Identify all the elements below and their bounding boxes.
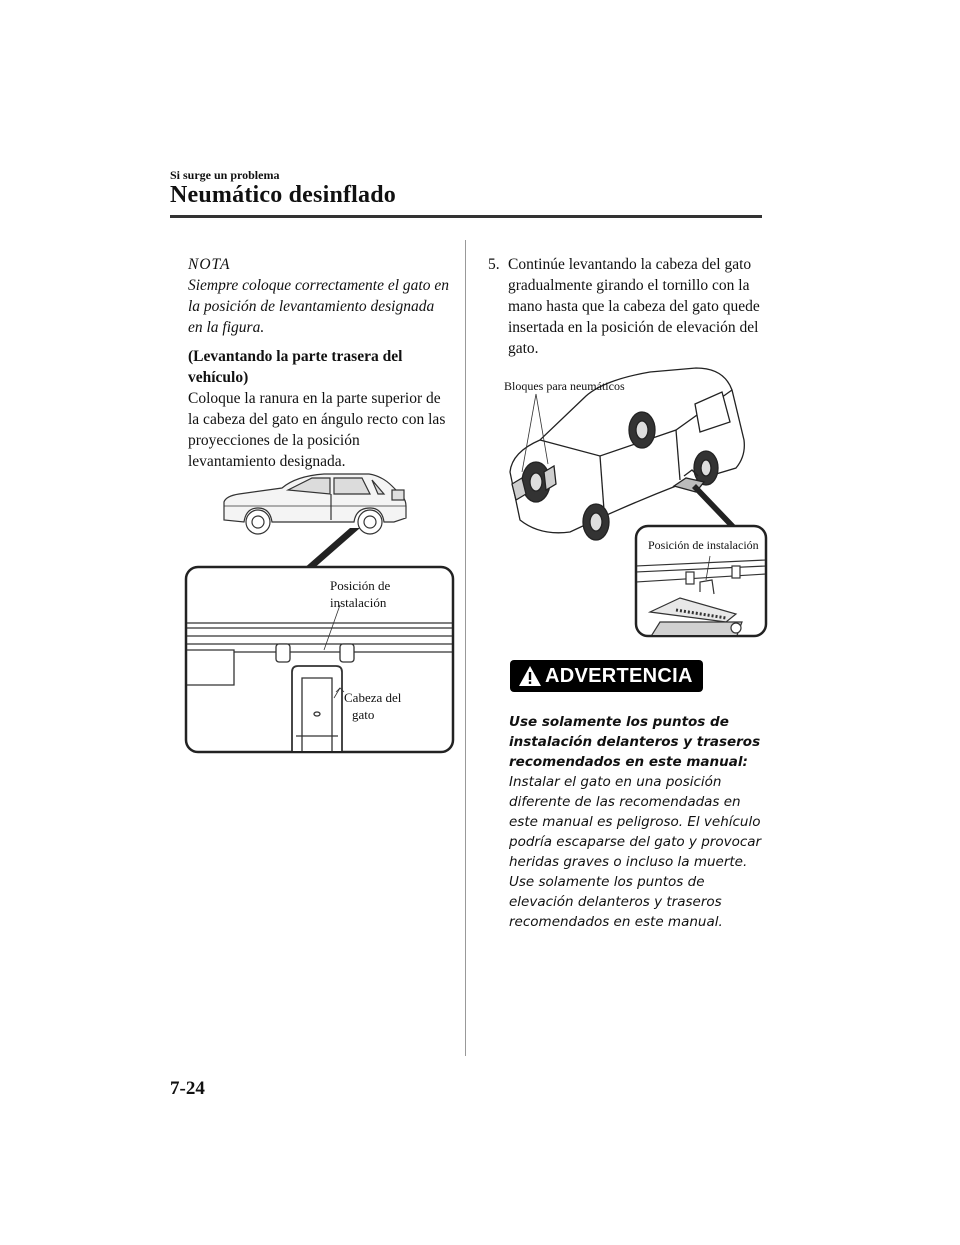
warning-text: Instalar el gato en una posición diferente de las recomendadas en este manual es peligroso. El vehículo podría escaparse del gato y provocar heridas graves o incluso la muerte. Use solamente los puntos de elevación delanteros y traseros recomendados en este manual.: [509, 774, 762, 930]
note-heading: NOTA: [188, 256, 231, 273]
label-jack-head: Cabeza del gato: [344, 690, 402, 722]
warning-bold-text: Use solamente los puntos de instalación delanteros y traseros recomendados en este manual:: [509, 714, 761, 770]
label-tire-blocks: Bloques para neumáticos: [504, 379, 625, 393]
page-title: Neumático desinflado: [170, 182, 396, 208]
note-text: Siempre coloque correctamente el gato en la posición de levantamiento designada en la figura.: [188, 277, 449, 336]
step-number: 5.: [488, 256, 500, 273]
rear-jack-figure: [184, 460, 456, 756]
warning-title: ADVERTENCIA: [545, 664, 693, 687]
lifted-vehicle-figure: [500, 360, 772, 640]
step-text: Continúe levantando la cabeza del gato gradualmente girando el tornillo con la mano hasta que la cabeza del gato quede insertada en la posición de elevación del gato.: [508, 256, 760, 357]
section-label: Si surge un problema: [170, 168, 280, 182]
label-installation-position: Posición de instalación: [330, 578, 391, 610]
warning-body: [509, 712, 764, 932]
suv-side-view-icon: [224, 474, 406, 534]
step-5: [488, 254, 778, 359]
left-column: [188, 254, 450, 472]
label-installation-position-inset: Posición de instalación: [648, 538, 759, 552]
rear-lift-instructions: Coloque la ranura en la parte superior de la cabeza del gato en ángulo recto con las proyecciones de la posición levantamiento designada.: [188, 390, 446, 470]
warning-banner: [510, 660, 703, 692]
column-divider: [465, 240, 466, 1056]
title-rule: [170, 215, 762, 218]
right-column: [488, 254, 778, 359]
warning-triangle-icon: [518, 665, 542, 687]
jack-head-icon: [292, 666, 342, 756]
page-number: 7-24: [170, 1078, 205, 1099]
rear-lift-subheading: (Levantando la parte trasera del vehículo): [188, 348, 403, 386]
